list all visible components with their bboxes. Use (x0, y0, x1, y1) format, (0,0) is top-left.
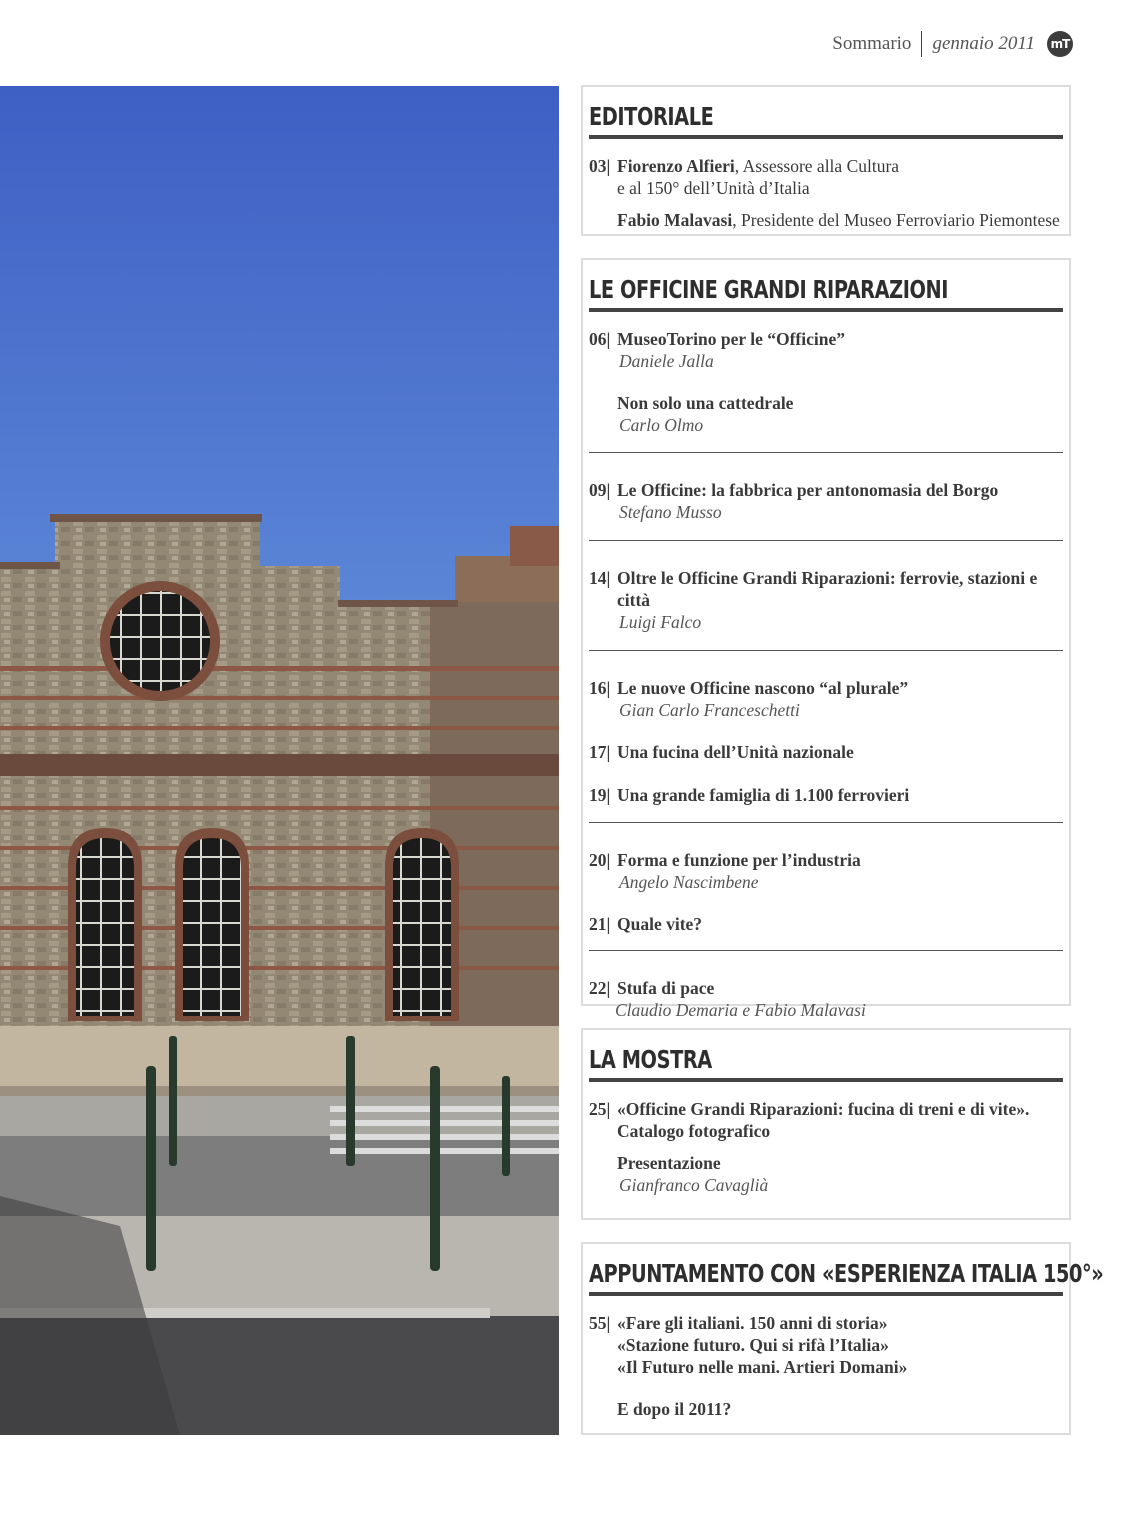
entry-title: «Stazione futuro. Qui si rifà l’Italia» (617, 1335, 889, 1355)
toc-entry[interactable] (589, 913, 1063, 935)
section-label: Sommario (832, 33, 912, 54)
building-photo (0, 86, 559, 1435)
page-number: 09| (589, 480, 611, 500)
entry-author: Gian Carlo Franceschetti (619, 700, 800, 720)
toc-entry[interactable] (589, 209, 1063, 231)
divider (589, 540, 1063, 541)
section-title: EDITORIALE (589, 102, 714, 131)
toc-entry[interactable] (589, 977, 1063, 1021)
entry-author: Luigi Falco (619, 612, 702, 632)
entry-author: Daniele Jalla (619, 351, 714, 371)
entry-title: Una fucina dell’Unità nazionale (617, 742, 854, 762)
section-title: LA MOSTRA (589, 1045, 712, 1074)
entry-title: Fiorenzo Alfieri (617, 156, 735, 176)
toc-entry[interactable] (589, 1098, 1063, 1142)
entry-title: Non solo una cattedrale (617, 393, 794, 413)
section-mostra (581, 1028, 1071, 1220)
section-officine (581, 258, 1071, 1020)
toc-entry[interactable] (589, 741, 1063, 763)
toc-entry[interactable] (589, 479, 1063, 523)
toc-entry[interactable] (589, 155, 1063, 199)
toc-entry[interactable] (589, 784, 1063, 806)
toc-entry[interactable] (589, 392, 1063, 436)
entry-title: MuseoTorino per le “Officine” (617, 329, 845, 349)
entry-author: Stefano Musso (619, 502, 722, 522)
entry-title: Stufa di pace (617, 978, 715, 998)
issue-date: gennaio 2011 (932, 33, 1035, 54)
toc-entry[interactable] (589, 677, 1063, 721)
entry-title: Le Officine: la fabbrica per antonomasia del Borgo (617, 480, 999, 500)
page-number: 14| (589, 568, 611, 588)
entry-title: Una grande famiglia di 1.100 ferrovieri (617, 785, 910, 805)
divider (589, 452, 1063, 453)
entry-title: «Il Futuro nelle mani. Artieri Domani» (617, 1357, 908, 1377)
toc-entry[interactable] (589, 567, 1063, 633)
page-number: 25| (589, 1099, 611, 1119)
page-number: 22| (589, 978, 611, 998)
section-appuntamento (581, 1242, 1104, 1435)
entry-title: Forma e funzione per l’industria (617, 850, 861, 870)
section-rule (589, 135, 1063, 139)
page-number: 17| (589, 742, 611, 762)
section-title: APPUNTAMENTO CON «ESPERIENZA ITALIA 150°» (589, 1259, 1104, 1288)
header-separator (921, 31, 922, 57)
divider (589, 650, 1063, 651)
magazine-logo-icon: mT (1047, 31, 1073, 57)
page-number: 03| (589, 156, 611, 176)
entry-author: Gianfranco Cavaglià (619, 1175, 769, 1195)
toc-entry[interactable] (589, 849, 1063, 893)
entry-title: Presentazione (617, 1153, 721, 1173)
section-rule (589, 1078, 1063, 1082)
toc-entry[interactable] (589, 328, 1063, 372)
page-number: 06| (589, 329, 611, 349)
entry-author: Angelo Nascimbene (619, 872, 759, 892)
entry-title: E dopo il 2011? (617, 1399, 732, 1419)
entry-role-line2: e al 150° dell’Unità d’Italia (617, 178, 810, 198)
entry-title: Fabio Malavasi (617, 210, 733, 230)
entry-role: , Presidente del Museo Ferroviario Piemontese (732, 210, 1060, 230)
section-editoriale (581, 85, 1071, 236)
entry-title: «Fare gli italiani. 150 anni di storia» (617, 1313, 888, 1333)
entry-author: Claudio Demaria e Fabio Malavasi (615, 1000, 866, 1020)
page-header (832, 30, 1073, 58)
toc-entry[interactable] (589, 1152, 1063, 1196)
entry-title: «Officine Grandi Riparazioni: fucina di treni e di vite». (617, 1099, 1030, 1119)
page-number: 19| (589, 785, 611, 805)
toc-entry[interactable] (589, 1312, 1063, 1378)
entry-title: Quale vite? (617, 914, 703, 934)
entry-role: , Assessore alla Cultura (734, 156, 900, 176)
entry-title-line2: Catalogo fotografico (617, 1121, 771, 1141)
divider (589, 822, 1063, 823)
section-rule (589, 1292, 1063, 1296)
page-number: 55| (589, 1313, 611, 1333)
page-number: 16| (589, 678, 611, 698)
page-number: 21| (589, 914, 611, 934)
divider (589, 950, 1063, 951)
section-rule (589, 308, 1063, 312)
toc-entry[interactable] (589, 1398, 1063, 1420)
page-number: 20| (589, 850, 611, 870)
section-title: LE OFFICINE GRANDI RIPARAZIONI (589, 275, 949, 304)
entry-author: Carlo Olmo (619, 415, 704, 435)
entry-title: Oltre le Officine Grandi Riparazioni: ferrovie, stazioni e città (617, 568, 1038, 610)
entry-title: Le nuove Officine nascono “al plurale” (617, 678, 909, 698)
